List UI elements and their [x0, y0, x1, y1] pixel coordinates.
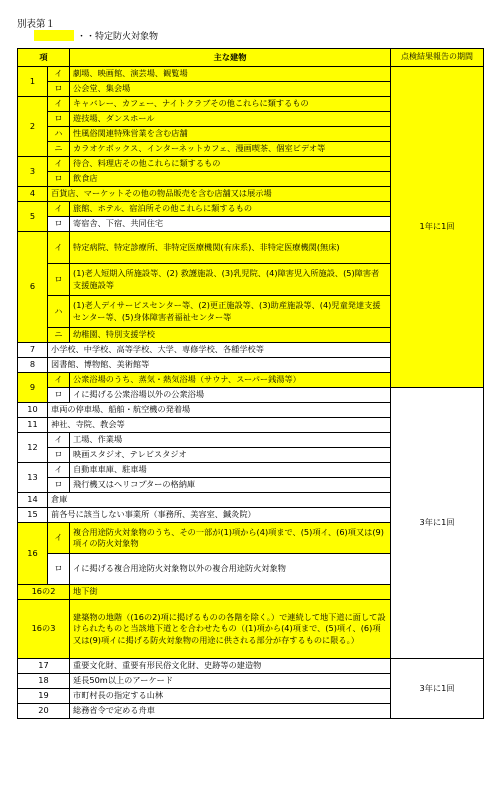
item-text: 神社、寺院、教会等 — [48, 418, 391, 433]
item-text: 倉庫 — [48, 493, 391, 508]
item-text: (1)老人短期入所施設等、(2) 救護施設、(3)乳児院、(4)障害児入所施設、(5)障害者支援施設等 — [70, 264, 391, 296]
item-number: 1 — [18, 67, 48, 97]
period-cell: 3年に1回 — [391, 388, 484, 659]
item-number: 10 — [18, 403, 48, 418]
legend-text: ・・特定防火対象物 — [77, 32, 159, 42]
item-number: 12 — [18, 433, 48, 463]
item-sub: イ — [48, 523, 70, 554]
item-number: 14 — [18, 493, 48, 508]
item-text: 旅館、ホテル、宿泊所その他これらに類するもの — [70, 202, 391, 217]
item-number: 3 — [18, 157, 48, 187]
item-text: 工場、作業場 — [70, 433, 391, 448]
item-number: 19 — [18, 689, 70, 704]
item-text: イに掲げる公衆浴場以外の公衆浴場 — [70, 388, 391, 403]
item-text: 建築物の地階（(16の2)項に掲げるものの各階を除く。）で連続して地下道に面して設けられたものと当該地下道とを合わせたもの（(1)項から(4)項まで、(5)項イ、(6)項又は(9)項イに掲げる防火対象物の用途に供される部分が存するものに限る。） — [70, 600, 391, 659]
item-text: 総務省令で定める舟車 — [70, 704, 391, 719]
item-sub: ハ — [48, 127, 70, 142]
header-main-building: 主な建物 — [70, 49, 391, 67]
item-number: 4 — [18, 187, 48, 202]
item-number: 11 — [18, 418, 48, 433]
item-text: 地下街 — [70, 585, 391, 600]
item-text: 待合、料理店その他これらに類するもの — [70, 157, 391, 172]
item-sub: ロ — [48, 172, 70, 187]
item-text: 遊技場、ダンスホール — [70, 112, 391, 127]
item-text: 延長50m以上のアーケード — [70, 674, 391, 689]
item-sub: イ — [48, 202, 70, 217]
period-cell: 1年に1回 — [391, 67, 484, 388]
item-text: 市町村長の指定する山林 — [70, 689, 391, 704]
item-sub: ニ — [48, 142, 70, 157]
item-sub: イ — [48, 97, 70, 112]
item-text: 特定病院、特定診療所、非特定医療機関(有床系)、非特定医療機関(無床) — [70, 232, 391, 264]
table-row — [18, 67, 484, 82]
item-sub: イ — [48, 373, 70, 388]
item-number: 16の3 — [18, 600, 70, 659]
item-text: 劇場、映画館、演芸場、観覧場 — [70, 67, 391, 82]
item-number: 15 — [18, 508, 48, 523]
item-text: 映画スタジオ、テレビスタジオ — [70, 448, 391, 463]
item-text: イに掲げる複合用途防火対象物以外の複合用途防火対象物 — [70, 554, 391, 585]
table-row — [18, 388, 484, 403]
item-text: 性風俗関連特殊営業を含む店舗 — [70, 127, 391, 142]
header-period: 点検結果報告の期間 — [391, 49, 484, 67]
item-sub: イ — [48, 67, 70, 82]
item-text: 飲食店 — [70, 172, 391, 187]
item-sub: イ — [48, 463, 70, 478]
header-item: 項 — [18, 49, 70, 67]
item-number: 13 — [18, 463, 48, 493]
item-text: カラオケボックス、インターネットカフェ、漫画喫茶、個室ビデオ等 — [70, 142, 391, 157]
item-number: 7 — [18, 343, 48, 358]
sheet-title: 別表第１ — [17, 19, 56, 30]
item-text: 幼稚園、特別支援学校 — [70, 328, 391, 343]
legend-swatch — [34, 30, 74, 41]
item-number: 16 — [18, 523, 48, 585]
item-sub: ロ — [48, 264, 70, 296]
item-number: 17 — [18, 659, 70, 674]
item-number: 9 — [18, 373, 48, 403]
item-number: 20 — [18, 704, 70, 719]
item-number: 6 — [18, 232, 48, 343]
item-number: 2 — [18, 97, 48, 157]
fire-inspection-table — [17, 48, 484, 719]
item-text: 公会堂、集会場 — [70, 82, 391, 97]
item-text: (1)老人デイサービスセンター等、(2)更正施設等、(3)助産施設等、(4)児童発達支援センター等、(5)身体障害者福祉センター等 — [70, 296, 391, 328]
item-sub: ロ — [48, 112, 70, 127]
item-sub: ロ — [48, 478, 70, 493]
item-number: 8 — [18, 358, 48, 373]
header-row — [18, 49, 484, 67]
item-sub: ロ — [48, 554, 70, 585]
item-sub: イ — [48, 232, 70, 264]
item-text: キャバレー、カフェー、ナイトクラブその他これらに類するもの — [70, 97, 391, 112]
item-sub: ロ — [48, 388, 70, 403]
item-text: 自動車車庫、駐車場 — [70, 463, 391, 478]
item-sub: ニ — [48, 328, 70, 343]
item-number: 5 — [18, 202, 48, 232]
item-text: 寄宿舎、下宿、共同住宅 — [70, 217, 391, 232]
period-cell: 3年に1回 — [391, 659, 484, 719]
table-row — [18, 659, 484, 674]
item-sub: イ — [48, 433, 70, 448]
item-sub: ロ — [48, 82, 70, 97]
item-number: 18 — [18, 674, 70, 689]
item-text: 複合用途防火対象物のうち、その一部が(1)項から(4)項まで、(5)項イ、(6)項又は(9)項イの防火対象物 — [70, 523, 391, 554]
item-text: 公衆浴場のうち、蒸気・熱気浴場（サウナ、スーパー銭湯等） — [70, 373, 391, 388]
item-text: 飛行機又はヘリコプターの格納庫 — [70, 478, 391, 493]
item-sub: ハ — [48, 296, 70, 328]
item-text: 重要文化財、重要有形民俗文化財、史跡等の建造物 — [70, 659, 391, 674]
item-text: 百貨店、マーケットその他の物品販売を含む店舗又は展示場 — [48, 187, 391, 202]
item-text: 図書館、博物館、美術館等 — [48, 358, 391, 373]
item-text: 小学校、中学校、高等学校、大学、専修学校、各種学校等 — [48, 343, 391, 358]
item-sub: イ — [48, 157, 70, 172]
item-sub: ロ — [48, 217, 70, 232]
item-sub: ロ — [48, 448, 70, 463]
legend — [34, 30, 158, 41]
item-text: 前各号に該当しない事業所（事務所、美容室、鍼灸院） — [48, 508, 391, 523]
item-number: 16の2 — [18, 585, 70, 600]
item-text: 車両の停車場、船舶・航空機の発着場 — [48, 403, 391, 418]
